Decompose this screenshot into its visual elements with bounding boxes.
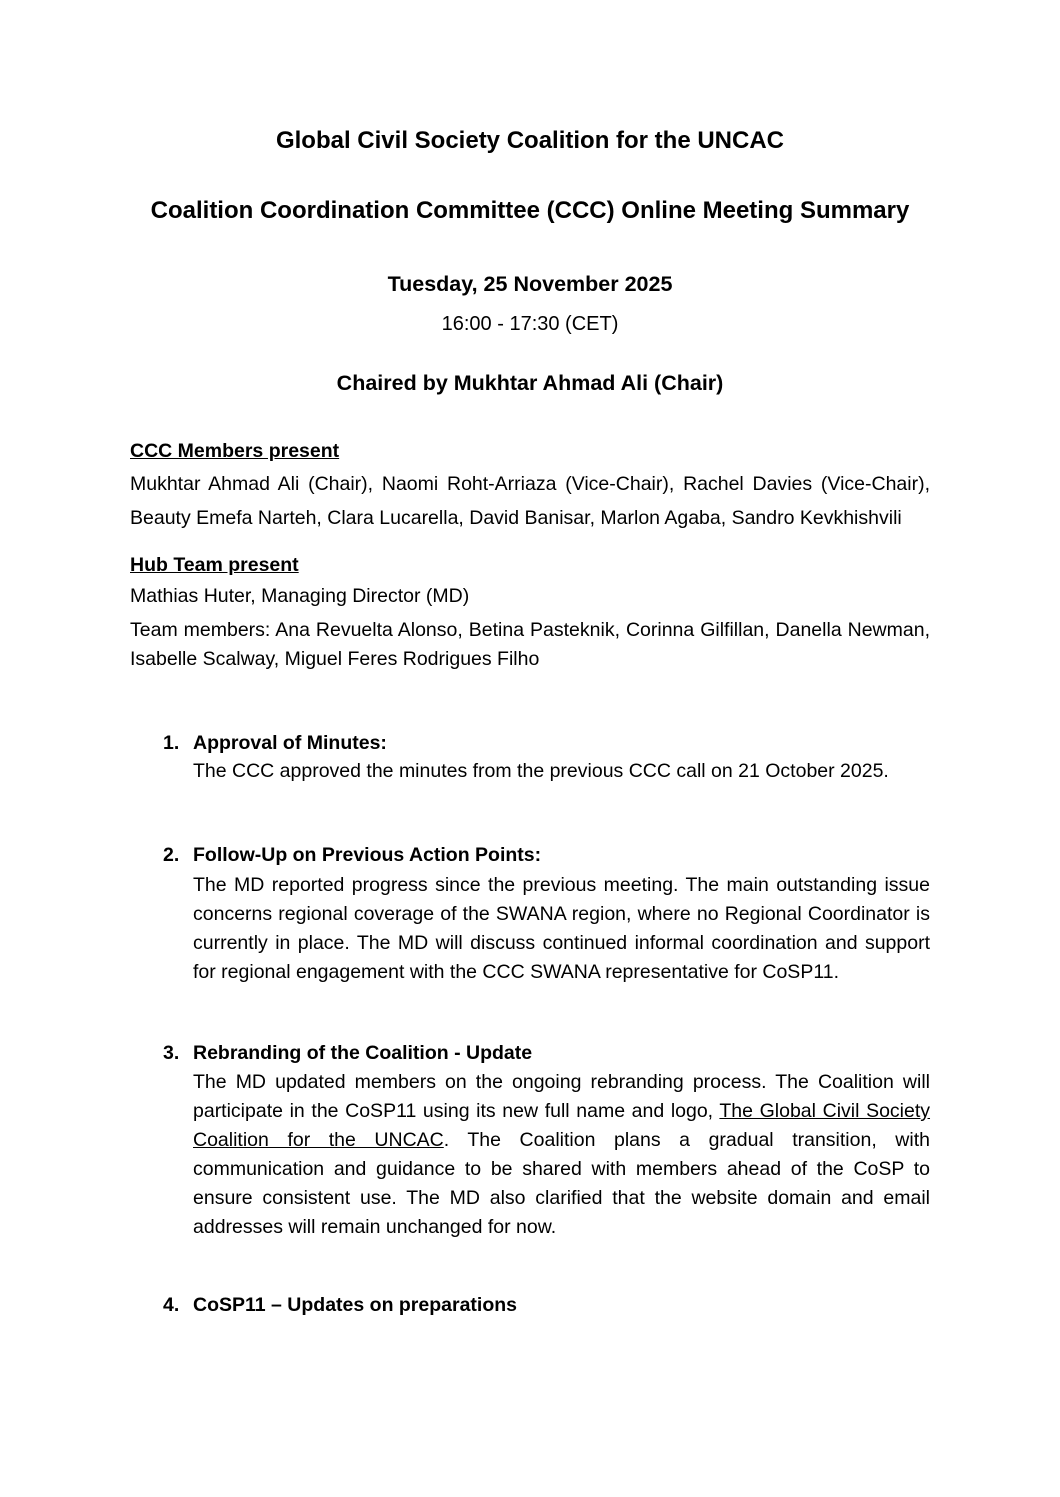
agenda-item-3-body	[193, 1068, 930, 1242]
hub-team-members: Team members: Ana Revuelta Alonso, Betina Pasteknik, Corinna Gilfillan, Danella Newman, Isabelle Scalway, Miguel Feres Rodrigues Filho	[130, 619, 930, 670]
agenda-item-1	[130, 729, 930, 758]
hub-team-heading: Hub Team present	[130, 554, 299, 576]
meeting-time: 16:00 - 17:30 (CET)	[441, 313, 619, 335]
agenda-item-3	[130, 1039, 930, 1068]
agenda-item-4-title: CoSP11 – Updates on preparations	[193, 1294, 518, 1316]
ccc-members-heading: CCC Members present	[130, 440, 340, 462]
agenda-item-4-heading	[130, 1291, 930, 1320]
agenda-item-2-heading	[130, 841, 930, 870]
agenda-item-1-number: 1.	[163, 732, 180, 754]
org-title: Global Civil Society Coalition for the UNCAC	[275, 127, 785, 154]
ccc-members-names: Mukhtar Ahmad Ali (Chair), Naomi Roht-Arriaza (Vice-Chair), Rachel Davies (Vice-Chair), Beauty Emefa Narteh, Clara Lucarella, David Banisar, Marlon Agaba, Sandro Kevkhishvili	[130, 473, 930, 529]
meeting-date: Tuesday, 25 November 2025	[387, 272, 673, 296]
doc-title: Coalition Coordination Committee (CCC) Online Meeting Summary	[150, 197, 910, 224]
agenda-item-3-number: 3.	[163, 1042, 180, 1064]
agenda-item-1-title: Approval of Minutes:	[193, 732, 387, 754]
agenda-item-3-heading	[130, 1039, 930, 1068]
hub-team-director: Mathias Huter, Managing Director (MD)	[130, 585, 470, 607]
agenda-item-1-body: The CCC approved the minutes from the previous CCC call on 21 October 2025.	[193, 760, 889, 782]
chaired-by-line: Chaired by Mukhtar Ahmad Ali (Chair)	[336, 371, 724, 395]
agenda-item-3-title: Rebranding of the Coalition - Update	[193, 1042, 533, 1064]
agenda-item-3-body-wrap	[130, 1068, 930, 1242]
agenda-item-3-body-after: . The Coalition plans a gradual transition, with communication and guidance to be shared with members ahead of the CoSP to ensure consistent use. The MD also clarified that the website domain and email addresses will remain unchanged for now.	[193, 1129, 930, 1238]
agenda-item-1-heading	[130, 729, 930, 758]
agenda-item-1-body-wrap	[130, 757, 930, 786]
agenda-item-4	[130, 1291, 930, 1320]
agenda-item-2	[130, 841, 930, 870]
agenda-item-2-body-wrap	[130, 871, 930, 987]
agenda-item-2-number: 2.	[163, 844, 180, 866]
agenda-item-2-body: The MD reported progress since the previous meeting. The main outstanding issue concerns regional coverage of the SWANA region, where no Regional Coordinator is currently in place. The MD will discuss continued informal coordination and support for regional engagement with the CCC SWANA representative for CoSP11.	[193, 874, 930, 983]
agenda-item-3-coalition-name-underlined: The Global Civil Society Coalition for the UNCAC	[193, 1100, 931, 1151]
agenda-item-3-body-before: The MD updated members on the ongoing rebranding process. The Coalition will participate in the CoSP11 using its new full name and logo,	[193, 1071, 930, 1122]
agenda-item-2-title: Follow-Up on Previous Action Points:	[193, 844, 542, 866]
agenda-item-4-number: 4.	[163, 1294, 180, 1316]
